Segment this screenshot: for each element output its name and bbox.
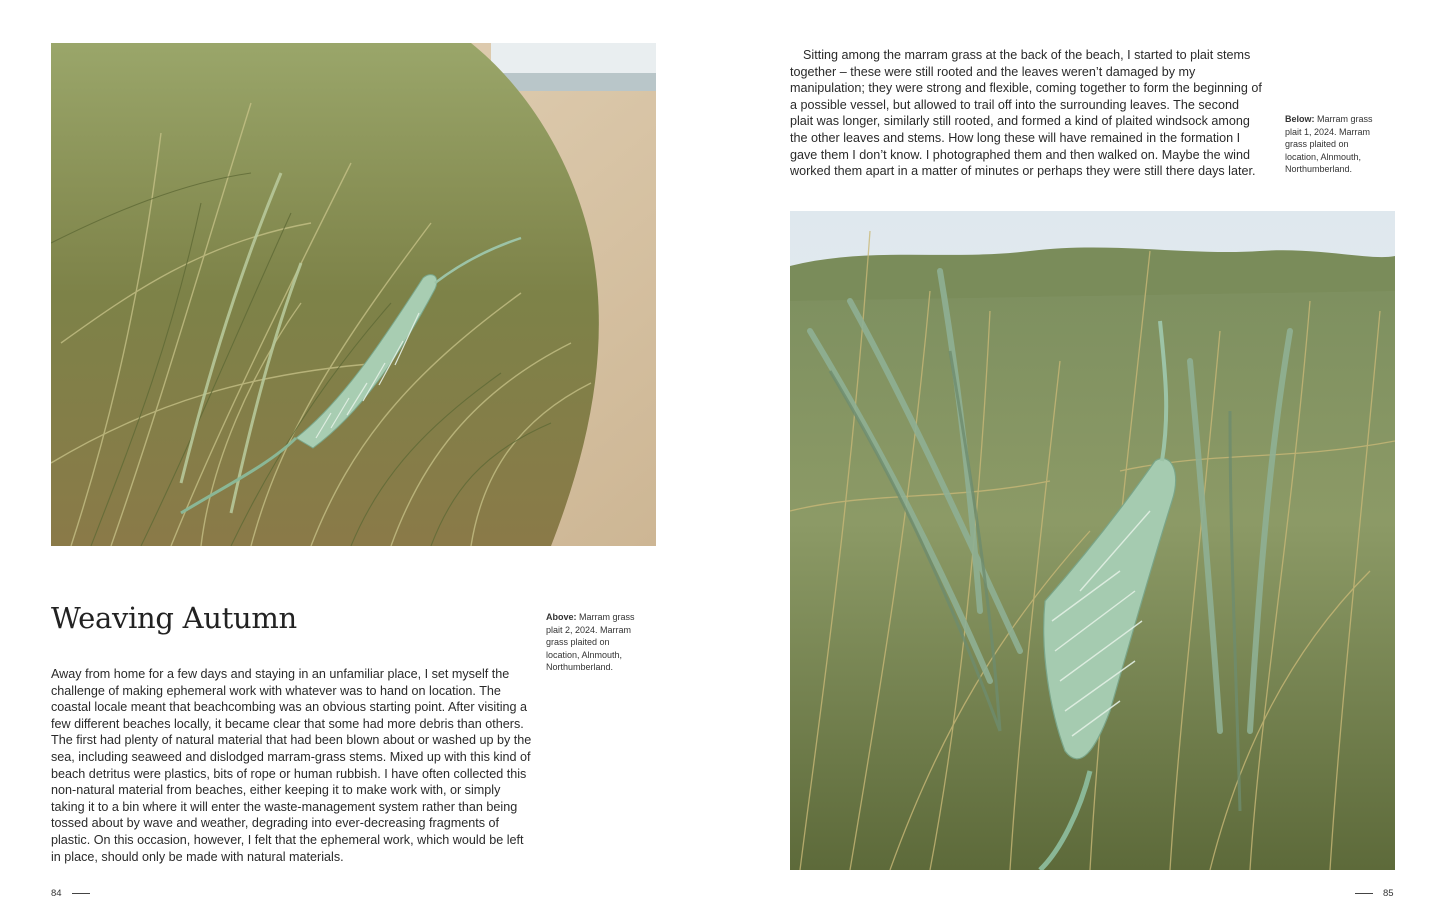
page-number-left-text: 84 — [51, 888, 62, 899]
photo-marram-grass-plait-1 — [790, 211, 1395, 870]
caption-below-text: Marram grass plait 1, 2024. Marram grass plaited on location, Alnmouth, Northumberland. — [1285, 114, 1373, 175]
caption-above — [546, 611, 640, 674]
page-number-right — [1355, 888, 1394, 899]
page-number-left — [51, 888, 90, 899]
caption-below-label: Below: — [1285, 114, 1315, 124]
caption-above-label: Above: — [546, 612, 577, 622]
caption-below — [1285, 113, 1375, 176]
page-title: Weaving Autumn — [51, 601, 297, 635]
body-text-left: Away from home for a few days and staying in an unfamiliar place, I set myself the challenge of making ephemeral work with whatever was to hand on location. The coastal locale meant that beachcombing was an obvious starting point. After visiting a few different beaches locally, it became clear that some had more debris than others. The first had plenty of natural material that had been blown about or washed up by the sea, including seaweed and dislodged marram-grass stems. Mixed up with this kind of beach detritus were plastics, bits of rope or human rubbish. I have often collected this non-natural material from beaches, either keeping it to make work with, or simply taking it to a bin where it will enter the waste-management system rather than being tossed about by wave and weather, degrading into ever-decreasing fragments of plastic. On this occasion, however, I felt that the ephemeral work, which would be left in place, should only be made with natural materials. — [51, 667, 532, 864]
body-text-right: Sitting among the marram grass at the back of the beach, I started to plait stems together – these were still rooted and the leaves weren’t damaged by my manipulation; they were strong and flexible, coming together to form the beginning of a possible vessel, but allowed to trail off into the surrounding leaves. The second plait was longer, similarly still rooted, and formed a kind of plaited windsock among the other leaves and stems. How long these will have remained in the formation I gave them I don’t know. I photographed them and then walked on. Maybe the wind worked them apart in a matter of minutes or perhaps they were still there days later. — [790, 48, 1262, 179]
folio-rule-right — [1355, 893, 1373, 894]
photo-marram-grass-plait-2 — [51, 43, 656, 546]
folio-rule-left — [72, 893, 90, 894]
page-number-right-text: 85 — [1383, 888, 1394, 899]
caption-above-text: Marram grass plait 2, 2024. Marram grass plaited on location, Alnmouth, Northumberland. — [546, 612, 635, 673]
